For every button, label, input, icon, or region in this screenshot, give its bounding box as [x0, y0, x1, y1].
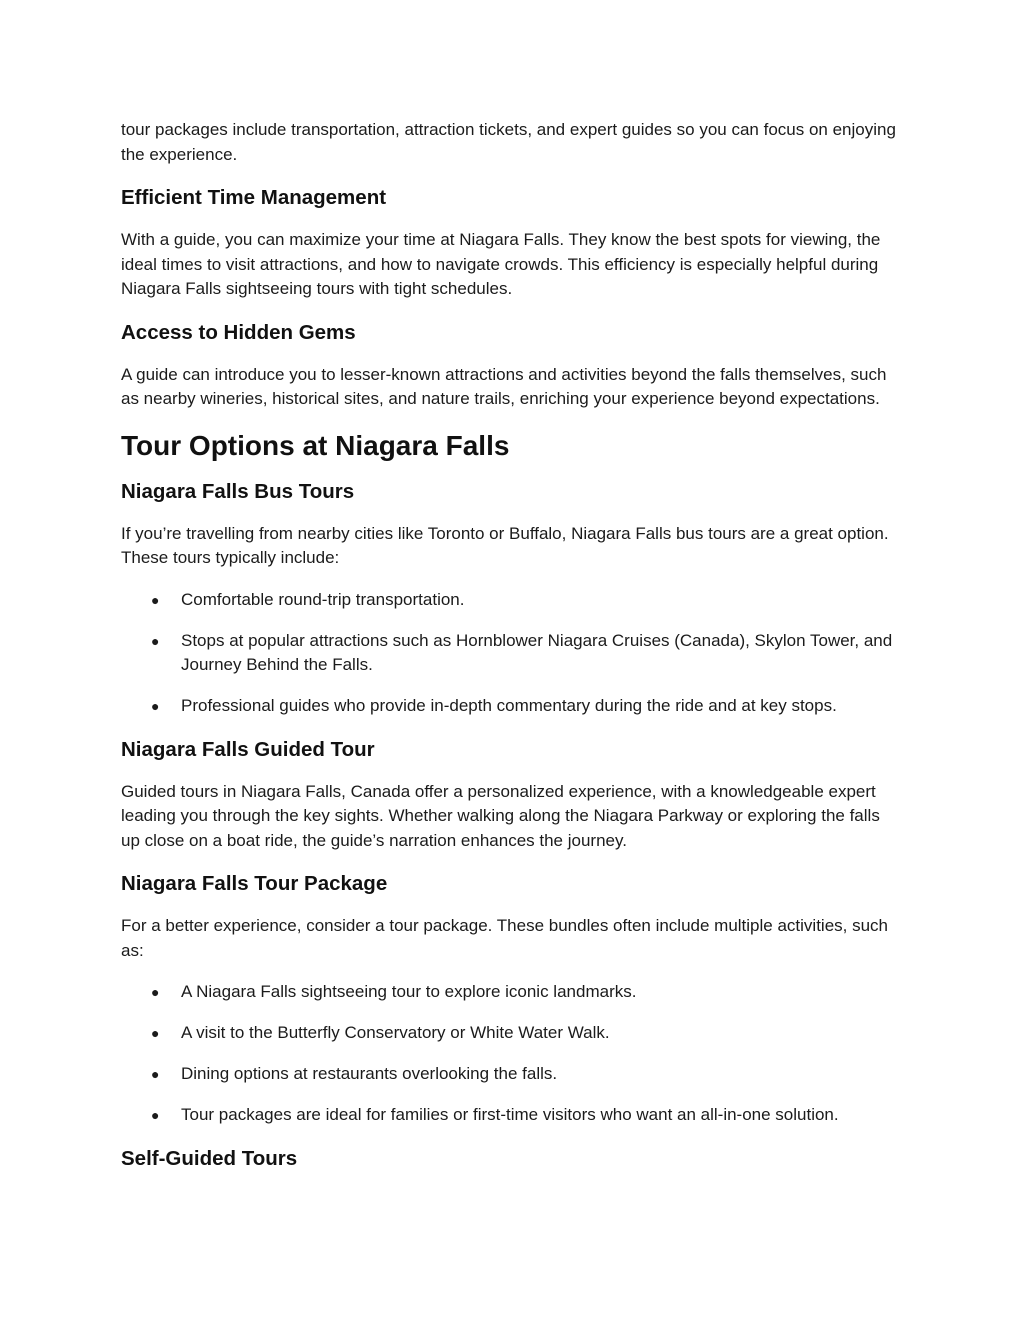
paragraph-efficient-time-management: With a guide, you can maximize your time at Niagara Falls. They know the best spots for viewing, the ideal times to visit attractions, and how to navigate crowds. This efficiency is especially helpful during Niagara Falls sightseeing tours with tight schedules.: [121, 230, 881, 298]
document-page: [121, 118, 901, 1172]
heading-guided-tour: Niagara Falls Guided Tour: [121, 737, 375, 761]
list-item-text: Stops at popular attractions such as Hornblower Niagara Cruises (Canada), Skylon Tower, and Journey Behind the Falls.: [181, 630, 893, 674]
paragraph-guided-tour: Guided tours in Niagara Falls, Canada offer a personalized experience, with a knowledgeable expert leading you through the key sights. Whether walking along the Niagara Parkway or exploring the falls up close on a boat ride, the guide’s narration enhances the journey.: [121, 781, 880, 850]
heading-tour-options: Tour Options at Niagara Falls: [121, 429, 510, 461]
bullet-icon: ●: [151, 698, 160, 714]
bullet-icon: ●: [151, 1025, 160, 1041]
bullet-icon: ●: [151, 591, 160, 608]
list-item-text: A Niagara Falls sightseeing tour to explore iconic landmarks.: [181, 982, 637, 1001]
bullet-icon: ●: [151, 984, 160, 1000]
list-item: [121, 694, 901, 719]
list-item: [121, 1021, 901, 1046]
heading-access-hidden-gems: Access to Hidden Gems: [121, 320, 356, 344]
list-item-text: Tour packages are ideal for families or first-time visitors who want an all-in-one solution.: [181, 1105, 839, 1124]
tour-package-list: [121, 980, 901, 1128]
list-item-text: Dining options at restaurants overlooking the falls.: [181, 1064, 558, 1083]
bullet-icon: ●: [151, 632, 160, 649]
list-item: [121, 1062, 901, 1087]
bus-tours-list: [121, 588, 901, 719]
bullet-icon: ●: [151, 1066, 160, 1082]
heading-efficient-time-management: Efficient Time Management: [121, 186, 387, 209]
list-item-text: A visit to the Butterfly Conservatory or White Water Walk.: [181, 1023, 610, 1042]
intro-paragraph: tour packages include transportation, attraction tickets, and expert guides so you can focus on enjoying the experience.: [121, 120, 896, 164]
list-item-text: Comfortable round-trip transportation.: [181, 589, 465, 609]
list-item: [121, 980, 901, 1005]
bullet-icon: ●: [151, 1107, 160, 1123]
list-item: [121, 629, 901, 678]
heading-tour-package: Niagara Falls Tour Package: [121, 872, 388, 895]
list-item-text: Professional guides who provide in-depth commentary during the ride and at key stops.: [181, 696, 837, 715]
paragraph-tour-package: For a better experience, consider a tour package. These bundles often include multiple activities, such as:: [121, 916, 889, 960]
heading-self-guided-tours: Self-Guided Tours: [121, 1146, 298, 1170]
paragraph-bus-tours: If you’re travelling from nearby cities like Toronto or Buffalo, Niagara Falls bus tours are a great option. These tours typically include:: [121, 523, 889, 567]
paragraph-access-hidden-gems: A guide can introduce you to lesser-known attractions and activities beyond the falls themselves, such as nearby wineries, historical sites, and nature trails, enriching your experience beyond expectations.: [121, 364, 887, 408]
list-item: [121, 588, 901, 613]
heading-bus-tours: Niagara Falls Bus Tours: [121, 479, 355, 503]
list-item: [121, 1103, 901, 1128]
